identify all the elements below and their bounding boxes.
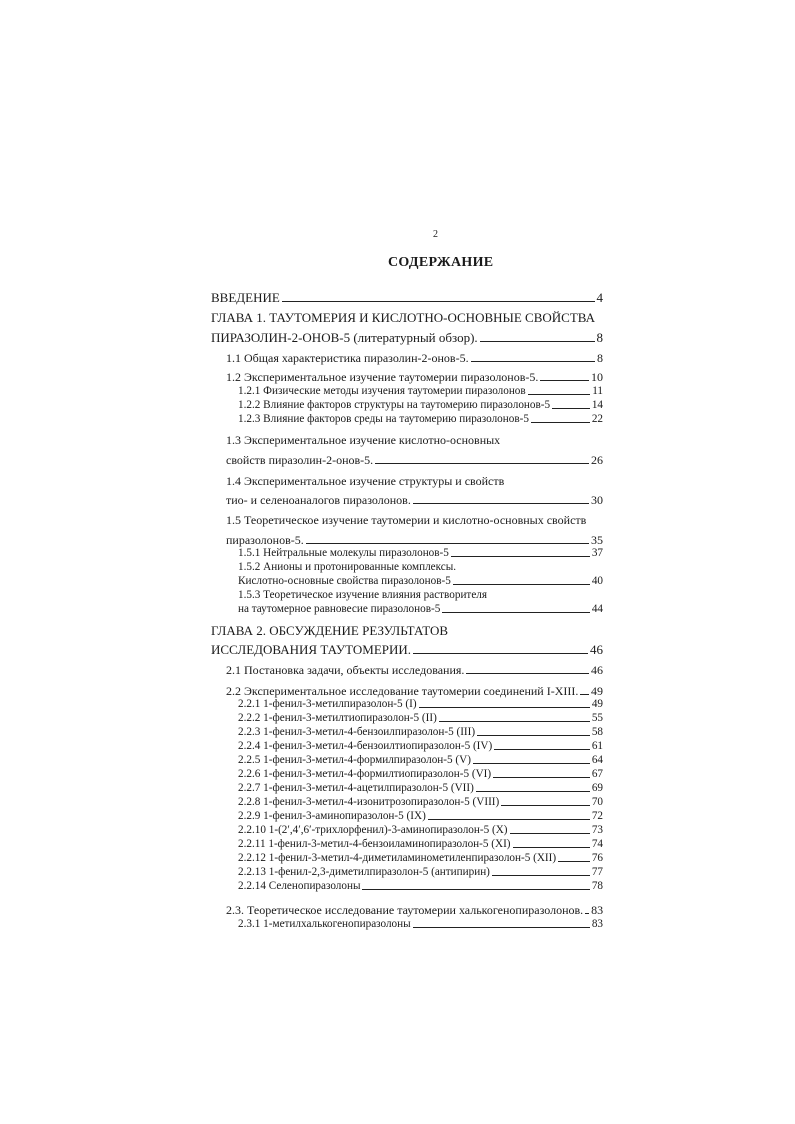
leader-line bbox=[413, 503, 589, 504]
toc-entry-text: 1.1 Общая характеристика пиразолин-2-онов-5. bbox=[226, 351, 469, 365]
leader-line bbox=[451, 556, 590, 557]
toc-entry-page: 8 bbox=[596, 330, 603, 345]
toc-entry-text: 2.2 Экспериментальное исследование таутомерии соединений I-XIII. bbox=[226, 684, 579, 698]
toc-entry-page: 14 bbox=[591, 399, 603, 411]
toc-entry-page: 4 bbox=[596, 290, 603, 305]
toc-entry-1-4 bbox=[226, 494, 603, 506]
toc-entry-1-5-2-title: 1.5.2 Анионы и протонированные комплексы. bbox=[238, 561, 457, 573]
toc-entry-1-5 bbox=[226, 534, 603, 546]
toc-entry-text: 2.2.10 1-(2′,4′,6′-трихлорфенил)-3-аминопиразолон-5 (X) bbox=[238, 824, 508, 836]
toc-entry-2-2-9 bbox=[238, 811, 603, 822]
toc-entry-page: 49 bbox=[591, 698, 603, 710]
toc-entry-page: 8 bbox=[597, 351, 603, 365]
toc-entry-page: 77 bbox=[591, 866, 603, 878]
toc-entry-page: 40 bbox=[591, 575, 603, 587]
toc-entry-2-2-5 bbox=[238, 755, 603, 766]
leader-line bbox=[413, 927, 590, 928]
toc-entry-text: на таутомерное равновесие пиразолонов-5 bbox=[238, 603, 441, 615]
leader-line bbox=[558, 861, 590, 862]
toc-entry-text: 2.2.8 1-фенил-3-метил-4-изонитрозопиразолон-5 (VIII) bbox=[238, 796, 500, 808]
toc-entry-page: 73 bbox=[591, 824, 603, 836]
toc-entry-page: 22 bbox=[591, 413, 603, 425]
leader-line bbox=[494, 749, 590, 750]
toc-entry-page: 76 bbox=[591, 852, 603, 864]
toc-entry-text: 2.2.11 1-фенил-3-метил-4-бензоиламинопиразолон-5 (XI) bbox=[238, 838, 511, 850]
toc-entry-text: 2.2.12 1-фенил-3-метил-4-диметиламинометиленпиразолон-5 (XII) bbox=[238, 852, 557, 864]
toc-entry-page: 64 bbox=[591, 754, 603, 766]
toc-entry-text: Кислотно-основные свойства пиразолонов-5 bbox=[238, 575, 451, 587]
leader-line bbox=[580, 694, 589, 695]
toc-entry-2-2-10 bbox=[238, 825, 603, 836]
toc-entry-1-5-1 bbox=[238, 548, 603, 559]
toc-entry-text: 1.2.2 Влияние факторов структуры на таутомерию пиразолонов-5 bbox=[238, 399, 551, 411]
toc-entry-text: 2.2.1 1-фенил-3-метилпиразолон-5 (I) bbox=[238, 698, 417, 710]
toc-entry-text: 2.2.2 1-фенил-3-метилтиопиразолон-5 (II) bbox=[238, 712, 437, 724]
toc-entry-text: 2.2.5 1-фенил-3-метил-4-формилпиразолон-5 (V) bbox=[238, 754, 471, 766]
toc-entry-1-5-3 bbox=[238, 604, 603, 615]
leader-line bbox=[480, 341, 595, 342]
toc-entry-1-3-title: 1.3 Экспериментальное изучение кислотно-основных bbox=[226, 433, 501, 447]
toc-entry-2-2-4 bbox=[238, 741, 603, 752]
toc-entry-text: ИССЛЕДОВАНИЯ ТАУТОМЕРИИ. bbox=[211, 642, 412, 657]
toc-entry-page: 72 bbox=[591, 810, 603, 822]
toc-entry-page: 49 bbox=[591, 684, 603, 698]
leader-line bbox=[476, 791, 590, 792]
toc-entry-1-1 bbox=[226, 352, 603, 364]
leader-line bbox=[282, 301, 595, 302]
toc-entry-page: 26 bbox=[591, 453, 603, 467]
leader-line bbox=[552, 408, 590, 409]
leader-line bbox=[531, 422, 590, 423]
toc-entry-1-2 bbox=[226, 371, 603, 383]
toc-entry-2-2-14 bbox=[238, 881, 603, 892]
toc-entry-page: 83 bbox=[591, 903, 604, 917]
toc-entry-1-2-2 bbox=[238, 400, 603, 411]
toc-entry-2-2-12 bbox=[238, 853, 603, 864]
toc-entry-text: 2.2.3 1-фенил-3-метил-4-бензоилпиразолон-5 (III) bbox=[238, 726, 476, 738]
toc-entry-2-2-13 bbox=[238, 867, 603, 878]
leader-line bbox=[453, 584, 590, 585]
toc-entry-text: 2.2.6 1-фенил-3-метил-4-формилтиопиразолон-5 (VI) bbox=[238, 768, 492, 780]
toc-entry-text: 2.1 Постановка задачи, объекты исследования. bbox=[226, 663, 465, 677]
toc-entry-text: 2.2.14 Селенопиразолоны bbox=[238, 880, 361, 892]
toc-entry-2-2-7 bbox=[238, 783, 603, 794]
toc-entry-2-2-11 bbox=[238, 839, 603, 850]
leader-line bbox=[477, 735, 590, 736]
leader-line bbox=[466, 673, 589, 674]
leader-line bbox=[510, 833, 590, 834]
toc-entry-1-5-3-title: 1.5.3 Теоретическое изучение влияния растворителя bbox=[238, 589, 488, 601]
toc-entry-text: 1.2 Экспериментальное изучение таутомерии пиразолонов-5. bbox=[226, 370, 539, 384]
toc-entry-chapter-2 bbox=[211, 643, 603, 656]
toc-entry-1-4-title: 1.4 Экспериментальное изучение структуры и свойств bbox=[226, 474, 505, 488]
toc-entry-2-2-8 bbox=[238, 797, 603, 808]
toc-entry-text: тио- и селеноаналогов пиразолонов. bbox=[226, 493, 411, 507]
leader-line bbox=[306, 543, 589, 544]
toc-entry-2-2-3 bbox=[238, 727, 603, 738]
toc-entry-page: 46 bbox=[591, 663, 603, 677]
leader-line bbox=[585, 913, 589, 914]
toc-entry-2-3-1 bbox=[238, 919, 603, 930]
toc-entry-page: 37 bbox=[591, 547, 603, 559]
toc-entry-page: 44 bbox=[591, 603, 603, 615]
toc-entry-text: 2.2.7 1-фенил-3-метил-4-ацетилпиразолон-5 (VII) bbox=[238, 782, 474, 794]
leader-line bbox=[439, 721, 590, 722]
toc-entry-text: 1.5.1 Нейтральные молекулы пиразолонов-5 bbox=[238, 547, 449, 559]
toc-entry-page: 69 bbox=[591, 782, 603, 794]
toc-entry-page: 46 bbox=[590, 642, 603, 657]
toc-entry-text: 2.2.13 1-фенил-2,3-диметилпиразолон-5 (антипирин) bbox=[238, 866, 490, 878]
toc-entry-2-1 bbox=[226, 664, 603, 676]
toc-chapter-2-title: ГЛАВА 2. ОБСУЖДЕНИЕ РЕЗУЛЬТАТОВ bbox=[211, 623, 449, 638]
toc-entry-text: 2.3.1 1-метилхалькогенопиразолоны bbox=[238, 918, 411, 930]
toc-entry-page: 74 bbox=[591, 838, 603, 850]
leader-line bbox=[492, 875, 590, 876]
leader-line bbox=[540, 380, 589, 381]
toc-entry-page: 11 bbox=[592, 385, 603, 397]
leader-line bbox=[419, 707, 590, 708]
toc-chapter-1-title: ГЛАВА 1. ТАУТОМЕРИЯ И КИСЛОТНО-ОСНОВНЫЕ СВОЙСТВА bbox=[211, 310, 596, 325]
toc-entry-1-5-title: 1.5 Теоретическое изучение таутомерии и кислотно-основных свойств bbox=[226, 513, 587, 527]
toc-entry-page: 61 bbox=[591, 740, 603, 752]
leader-line bbox=[473, 763, 590, 764]
toc-entry-page: 83 bbox=[591, 918, 603, 930]
toc-entry-page: 78 bbox=[591, 880, 603, 892]
toc-entry-2-3 bbox=[226, 904, 603, 916]
toc-entry-text: 2.2.9 1-фенил-3-аминопиразолон-5 (IX) bbox=[238, 810, 426, 822]
toc-entry-text: пиразолонов-5. bbox=[226, 533, 304, 547]
toc-entry-page: 55 bbox=[591, 712, 603, 724]
toc-entry-page: 35 bbox=[591, 533, 603, 547]
leader-line bbox=[493, 777, 590, 778]
toc-entry-text: 2.3. Теоретическое исследование таутомерии халькогенопиразолонов. bbox=[226, 903, 584, 917]
toc-entry-page: 58 bbox=[591, 726, 603, 738]
page-number: 2 bbox=[433, 229, 438, 240]
toc-entry-text: ВВЕДЕНИЕ bbox=[211, 290, 280, 305]
leader-line bbox=[442, 612, 590, 613]
toc-entry-page: 67 bbox=[591, 768, 603, 780]
toc-entry-chapter-1 bbox=[211, 331, 603, 344]
toc-entry-text: ПИРАЗОЛИН-2-ОНОВ-5 (литературный обзор). bbox=[211, 330, 478, 345]
toc-entry-text: 2.2.4 1-фенил-3-метил-4-бензоилтиопиразолон-5 (IV) bbox=[238, 740, 493, 752]
leader-line bbox=[471, 361, 595, 362]
toc-entry-2-2-1 bbox=[238, 699, 603, 710]
toc-entry-text: 1.2.1 Физические методы изучения таутомерии пиразолонов bbox=[238, 385, 526, 397]
toc-entry-page: 70 bbox=[591, 796, 603, 808]
toc-entry-intro bbox=[211, 291, 603, 304]
leader-line bbox=[375, 463, 589, 464]
toc-entry-1-2-3 bbox=[238, 414, 603, 425]
toc-entry-1-2-1 bbox=[238, 386, 603, 397]
toc-entry-1-5-2 bbox=[238, 576, 603, 587]
toc-entry-page: 30 bbox=[591, 493, 603, 507]
leader-line bbox=[428, 819, 590, 820]
page-title: СОДЕРЖАНИЕ bbox=[388, 255, 494, 270]
toc-entry-1-3 bbox=[226, 454, 603, 466]
leader-line bbox=[513, 847, 590, 848]
leader-line bbox=[528, 394, 591, 395]
toc-entry-text: свойств пиразолин-2-онов-5. bbox=[226, 453, 374, 467]
toc-entry-2-2-6 bbox=[238, 769, 603, 780]
toc-entry-text: 1.2.3 Влияние факторов среды на таутомерию пиразолонов-5 bbox=[238, 413, 529, 425]
leader-line bbox=[362, 889, 589, 890]
toc-entry-2-2-2 bbox=[238, 713, 603, 724]
toc-entry-2-2 bbox=[226, 685, 603, 697]
toc-entry-page: 10 bbox=[591, 370, 603, 384]
leader-line bbox=[413, 653, 588, 654]
leader-line bbox=[501, 805, 590, 806]
